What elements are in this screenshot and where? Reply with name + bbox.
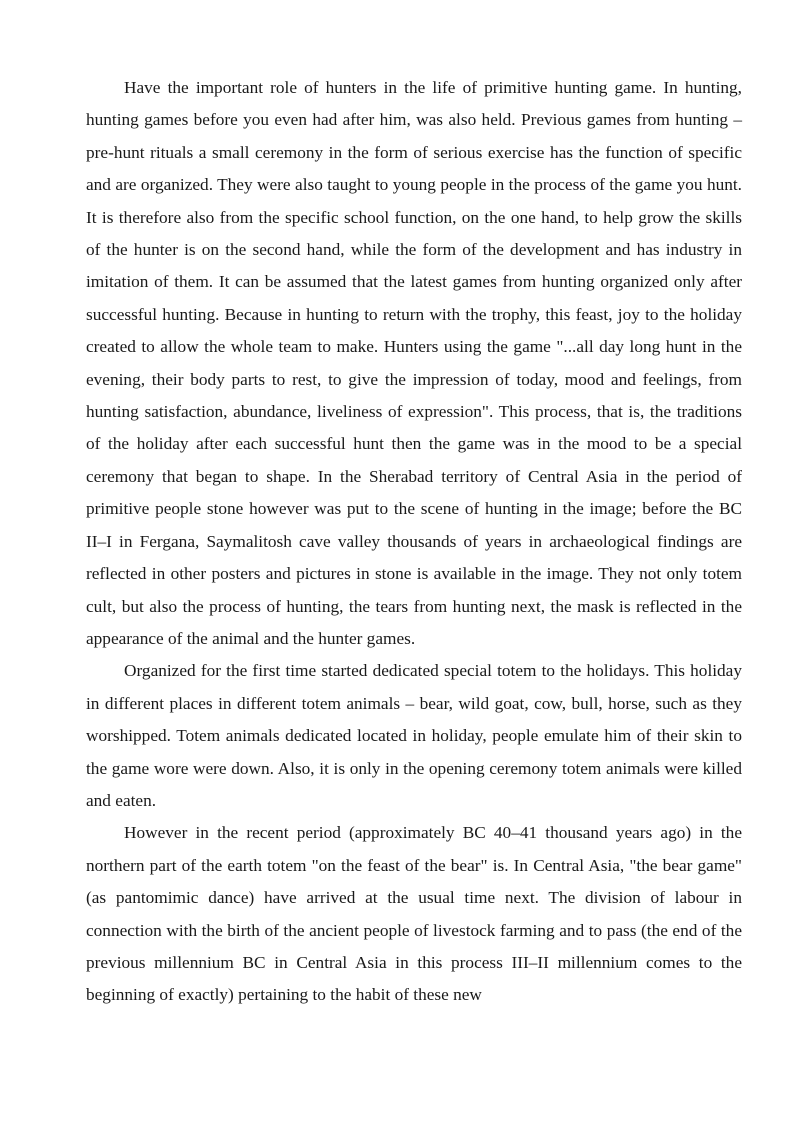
document-page bbox=[86, 72, 742, 1012]
paragraph-hunting-games: Have the important role of hunters in the life of primitive hunting game. In hunting, hunting games before you even had after him, was also held. Previous games from hunting – pre-hunt rituals a small ceremony in the form of serious exercise has the function of specific and are organized. They were also taught to young people in the process of the game you hunt. It is therefore also from the specific school function, on the one hand, to help grow the skills of the hunter is on the second hand, while the form of the development and has industry in imitation of them. It can be assumed that the latest games from hunting organized only after successful hunting. Because in hunting to return with the trophy, this feast, joy to the holiday created to allow the whole team to make. Hunters using the game "...all day long hunt in the evening, their body parts to rest, to give the impression of today, mood and feelings, from hunting satisfaction, abundance, liveliness of expression". This process, that is, the traditions of the holiday after each successful hunt then the game was in the mood to be a special ceremony that began to shape. In the Sherabad territory of Central Asia in the period of primitive people stone however was put to the scene of hunting in the image; before the BC II–I in Fergana, Saymalitosh cave valley thousands of years in archaeological findings are reflected in other posters and pictures in stone is available in the image. They not only totem cult, but also the process of hunting, the tears from hunting next, the mask is reflected in the appearance of the animal and the hunter games. bbox=[86, 78, 742, 648]
paragraph-bear-feast: However in the recent period (approximately BC 40–41 thousand years ago) in the northern part of the earth totem "on the feast of the bear" is. In Central Asia, "the bear game" (as pantomimic dance) have arrived at the usual time next. The division of labour in connection with the birth of the ancient people of livestock farming and to pass (the end of the previous millennium BC in Central Asia in this process III–II millennium comes to the beginning of exactly) pertaining to the habit of these new bbox=[86, 823, 742, 1005]
paragraph-totem-holidays: Organized for the first time started dedicated special totem to the holidays. This holiday in different places in different totem animals – bear, wild goat, cow, bull, horse, such as they worshipped. Totem animals dedicated located in holiday, people emulate him of their skin to the game wore were down. Also, it is only in the opening ceremony totem animals were killed and eaten. bbox=[86, 661, 742, 810]
